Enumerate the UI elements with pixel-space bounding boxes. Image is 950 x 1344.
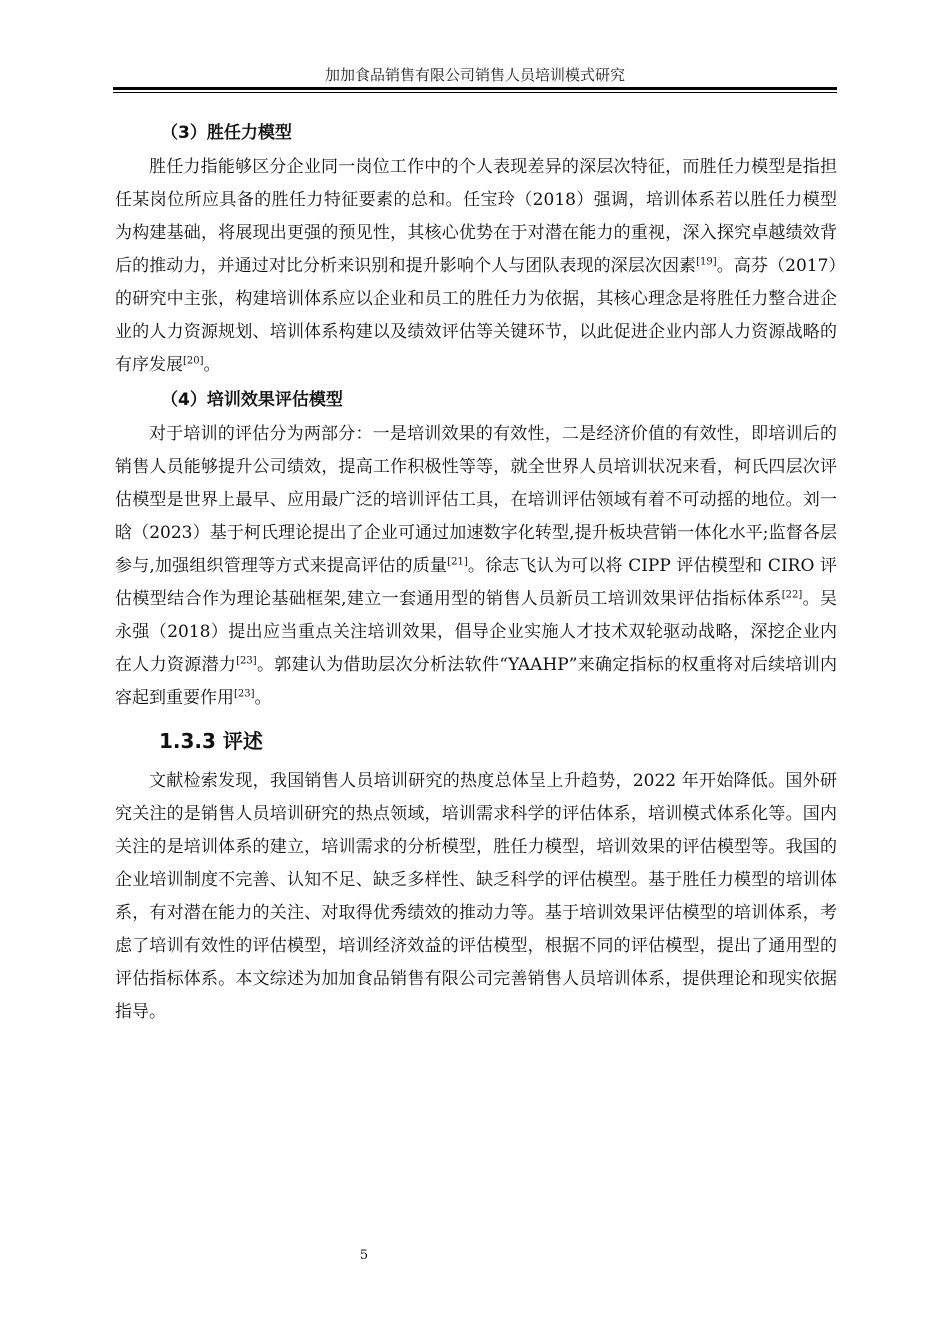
citation-23: [23] <box>236 655 257 667</box>
page-number: 5 <box>359 1248 369 1263</box>
paragraph-training-evaluation <box>115 418 837 715</box>
citation-22: [22] <box>781 589 803 601</box>
header-rule-thin <box>113 92 837 93</box>
text-run: 。高芬（2017）的研究中主张，构建培训体系应以企业和员工的胜任力为依据，其核心理念是将胜任力整合进企业的人力资源规划、培训体系构建以及绩效评估等关键环节，以此促进企业内部人力资源战略的有序发展 <box>115 256 838 375</box>
running-header: 加加食品销售有限公司销售人员培训模式研究 <box>324 66 625 84</box>
citation-19: [19] <box>696 256 717 268</box>
citation-23-repeat: [23] <box>234 688 255 700</box>
citation-20: [20] <box>183 355 204 367</box>
page-body <box>115 118 837 1032</box>
text-run: 胜任力指能够区分企业同一岗位工作中的个人表现差异的深层次特征，而胜任力模型是指担任某岗位所应具备的胜任力特征要素的总和。任宝玲（2018）强调，培训体系若以胜任力模型为构建基础，将展现出更强的预见性，其核心优势在于对潜在能力的重视，深入探究卓越绩效背后的推动力，并通过对比分析来识别和提升影响个人与团队表现的深层次因素 <box>115 157 837 276</box>
text-run: 。郭建认为借助层次分析法软件“YAAHP”来确定指标的权重将对后续培训内容起到重要作用 <box>115 655 837 708</box>
citation-21: [21] <box>447 556 468 568</box>
text-run: 对于培训的评估分为两部分：一是培训效果的有效性，二是经济价值的有效性，即培训后的销售人员能够提升公司绩效，提高工作积极性等等，就全世界人员培训状况来看，柯氏四层次评估模型是世界上最早、应用最广泛的培训评估工具，在培训评估领域有着不可动摇的地位。刘一晗（2023）基于柯氏理论提出了企业可通过加速数字化转型,提升板块营销一体化水平;监督各层参与,加强组织管理等方式来提高评估的质量 <box>115 424 837 576</box>
text-run: 。 <box>254 688 272 708</box>
subheading-training-evaluation-model: （4）培训效果评估模型 <box>161 390 343 410</box>
text-run: 。 <box>203 355 221 375</box>
text-run: 。吴永强（2018）提出应当重点关注培训效果，倡导企业实施人才技术双轮驱动战略，深挖企业内在人力资源潜力 <box>115 589 838 675</box>
paragraph-competency-model <box>115 151 837 382</box>
subheading-competency-model: （3）胜任力模型 <box>161 123 292 143</box>
text-run: 。徐志飞认为可以将 CIPP 评估模型和 CIRO 评估模型结合作为理论基础框架,建立一套通用型的销售人员新员工培训效果评估指标体系 <box>115 556 837 609</box>
paragraph-review: 文献检索发现，我国销售人员培训研究的热度总体呈上升趋势，2022 年开始降低。国外研究关注的是销售人员培训研究的热点领域，培训需求科学的评估体系，培训模式体系化等。国内关注的是培训体系的建立，培训需求的分析模型，胜任力模型，培训效果的评估模型等。我国的企业培训制度不完善、认知不足、缺乏多样性、缺乏科学的评估模型。基于胜任力模型的培训体系，有对潜在能力的关注、对取得优秀绩效的推动力等。基于培训效果评估模型的培训体系，考虑了培训有效性的评估模型，培训经济效益的评估模型，根据不同的评估模型，提出了通用型的评估指标体系。本文综述为加加食品销售有限公司完善销售人员培训体系，提供理论和现实依据指导。 <box>115 771 837 1022</box>
section-title-review: 1.3.3 评述 <box>159 729 263 753</box>
header-rule <box>113 87 837 90</box>
